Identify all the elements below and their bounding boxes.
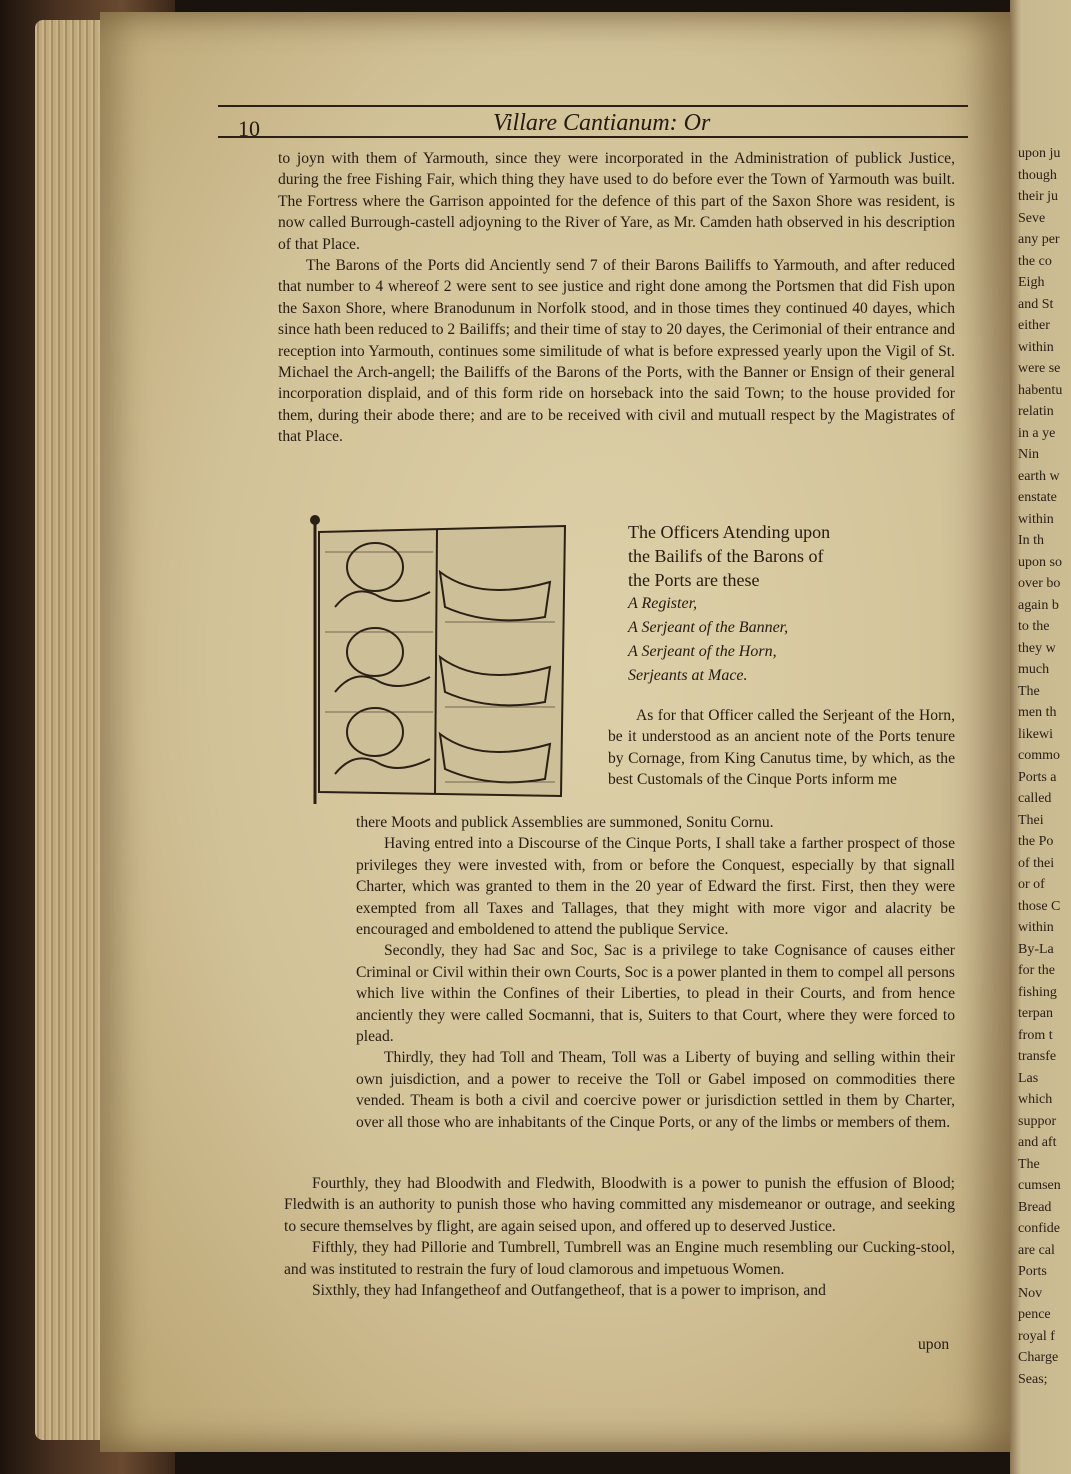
facing-page-line: the Po (1018, 834, 1054, 849)
facing-page-line: those C (1018, 898, 1061, 914)
facing-page-line: transfe (1018, 1049, 1057, 1064)
facing-page-line: fishing (1018, 984, 1057, 1000)
facing-page-line: and aft (1018, 1135, 1057, 1150)
paragraph: Sixthly, they had Infangetheof and Outfangetheof, that is a power to imprison, and (312, 1282, 826, 1300)
facing-page-line: Thei (1018, 812, 1044, 828)
facing-page-line: Eigh (1018, 275, 1045, 290)
facing-page-line: Charge (1018, 1350, 1059, 1365)
text-block-top (278, 148, 955, 448)
facing-page-line: their ju (1018, 189, 1059, 204)
facing-page-line: upon ju (1018, 146, 1061, 161)
facing-page-line: confide (1018, 1221, 1060, 1236)
facing-page-line: In th (1018, 533, 1045, 548)
facing-page-line: commo (1018, 748, 1060, 763)
officer-item: A Register, (628, 595, 698, 612)
facing-page-line: Seve (1018, 210, 1046, 226)
facing-page-line: upon so (1018, 554, 1062, 570)
facing-page-line: cumsen (1018, 1178, 1061, 1193)
paragraph: The Barons of the Ports did Anciently send 7 of their Barons Bailiffs to Yarmouth, and after reduced that number to 4 whereof 2 were sent to see justice and right done among the Portsmen that did Fish upon the Saxon Shore, where Branodunum in Norfolk stood, and in those times they continued 40 dayes, which since hath been reduced to 2 Bailiffs; and their time of stay to 20 dayes, the Cerimonial of their entrance and reception into Yarmouth, continues some similitude of what is before expressed yearly upon the Vigil of St. Michael the Arch-angell; the Bailiffs of the Barons of the Ports, with the Banner or Ensign of their general incorporation displaid, and of this form ride on horseback into the said Town; to the house provided for them, during their abode there; and are to be received with civil and mutuall respect by the Magistrates of that Place. (278, 257, 955, 446)
facing-page-line: to the (1018, 619, 1050, 634)
paragraph: Having entred into a Discourse of the Cinque Ports, I shall take a farther prospect of those privileges they were invested with, from or before the Conquest, especially by that signall Charter, which was granted to them in the 20 year of Edward the first. First, then they were exempted from all Taxes and Tallages, that they might with more vigor and alacrity be encouraged and emboldened to attend the publique Service. (356, 835, 955, 939)
facing-page-line: relatin (1018, 404, 1054, 419)
facing-page-line: or of (1018, 877, 1045, 892)
facing-page-line: and St (1018, 296, 1054, 312)
text-block-middle (356, 812, 955, 1133)
facing-page-line: either (1018, 318, 1050, 333)
cinque-ports-banner-image (305, 512, 567, 806)
facing-page-line: in a ye (1018, 425, 1056, 441)
officers-list (628, 520, 830, 688)
officers-title-line: the Ports are these (628, 570, 760, 590)
facing-page-line: were se (1018, 361, 1061, 376)
facing-page-line: Nin (1018, 447, 1039, 462)
running-title: Villare Cantianum: Or (493, 110, 711, 136)
facing-page-line: likewi (1018, 726, 1053, 742)
facing-page-line: The (1018, 683, 1040, 699)
facing-page-line: are cal (1018, 1242, 1055, 1258)
text-block-bottom (284, 1173, 955, 1301)
facing-page-line: men th (1018, 705, 1057, 720)
facing-page-line: terpan (1018, 1006, 1053, 1021)
facing-page-line: though (1018, 167, 1057, 183)
facing-page-line: the co (1018, 253, 1052, 269)
officer-item: A Serjeant of the Horn, (628, 643, 777, 660)
facing-page-text (1010, 143, 1062, 1390)
paragraph: to joyn with them of Yarmouth, since they were incorporated in the Administration of publick Justice, during the free Fishing Fair, which thing they have used to do before ever the Town of Yarmouth was built. The Fortress where the Garrison appointed for the defence of this part of the Saxon Shore was resident, is now called Burrough-castell adjoyning to the River of Yare, as Mr. Camden hath observed in his description of that Place. (278, 150, 955, 253)
paragraph: there Moots and publick Assemblies are summoned, Sonitu Cornu. (356, 814, 774, 831)
facing-page-line: enstate (1018, 490, 1057, 505)
side-paragraph (608, 705, 955, 791)
officers-title-line: the Bailifs of the Barons of (628, 546, 824, 566)
facing-page-line: earth w (1018, 468, 1060, 484)
facing-page-line: suppor (1018, 1113, 1057, 1129)
facing-page-edge (1010, 0, 1071, 1474)
facing-page-line: for the (1018, 963, 1055, 978)
facing-page-line: which (1018, 1092, 1053, 1107)
facing-page-line: The (1018, 1156, 1040, 1172)
paragraph: As for that Officer called the Serjeant of the Horn, be it understood as an ancient note of the Ports tenure by Cornage, from King Canutus time, by which, as the best Customals of the Cinque Ports inform me (608, 707, 955, 789)
paragraph: Fourthly, they had Bloodwith and Fledwith, Bloodwith is a power to punish the effusion of Blood; Fledwith is an authority to punish those who having committed any misdemeanor or outrage, and seeking to secure themselves by flight, are again seised upon, and offered up to deserved Justice. (284, 1175, 955, 1235)
facing-page-line: much (1018, 662, 1050, 677)
facing-page-line: Bread (1018, 1199, 1052, 1215)
officer-item: Serjeants at Mace. (628, 667, 748, 684)
facing-page-line: pence (1018, 1307, 1051, 1322)
header-rule-top (218, 105, 968, 107)
facing-page-line: any per (1018, 232, 1060, 247)
facing-page-line: By-La (1018, 941, 1054, 957)
facing-page-line: Las (1018, 1070, 1039, 1086)
facing-page-line: called (1018, 791, 1052, 806)
facing-page-line: they w (1018, 640, 1056, 656)
facing-page-line: within (1018, 511, 1054, 527)
officers-title-line: The Officers Atending upon (628, 522, 831, 542)
officer-item: A Serjeant of the Banner, (628, 619, 789, 636)
facing-page-line: Nov (1018, 1285, 1043, 1301)
banner-illustration (305, 512, 567, 806)
facing-page-line: habentu (1018, 382, 1063, 398)
facing-page-line: again b (1018, 597, 1059, 613)
facing-page-line: Seas; (1018, 1371, 1048, 1387)
paragraph: Secondly, they had Sac and Soc, Sac is a privilege to take Cognisance of causes either Criminal or Civil within their own Courts, Soc is a power planted in them to compel all persons which live within the Confines of their Liberties, to plead in their Courts, and from hence anciently they were called Socmanni, that is, Suiters to that Court, where they were forced to plead. (356, 942, 955, 1046)
facing-page-line: of thei (1018, 855, 1055, 871)
facing-page-line: royal f (1018, 1328, 1055, 1344)
catchword: upon (918, 1336, 950, 1353)
facing-page-line: from t (1018, 1027, 1053, 1043)
paragraph: Fifthly, they had Pillorie and Tumbrell, Tumbrell was an Engine much resembling our Cucking-stool, and was instituted to restrain the fury of loud clamorous and impetuous Women. (284, 1239, 955, 1278)
page-number: 10 (238, 116, 260, 141)
facing-page-line: Ports a (1018, 769, 1057, 785)
paragraph: Thirdly, they had Toll and Theam, Toll was a Liberty of buying and selling within their own juisdiction, and a power to receive the Toll or Gabel imposed on commodities there vended. Theam is both a civil and coercive power or jurisdiction settled in them by Charter, over all those who are inhabitants of the Cinque Ports, or any of the limbs or members of them. (356, 1049, 955, 1131)
facing-page-line: within (1018, 920, 1054, 935)
facing-page-line: within (1018, 339, 1054, 355)
facing-page-line: Ports (1018, 1264, 1047, 1279)
facing-page-line: over bo (1018, 576, 1061, 591)
